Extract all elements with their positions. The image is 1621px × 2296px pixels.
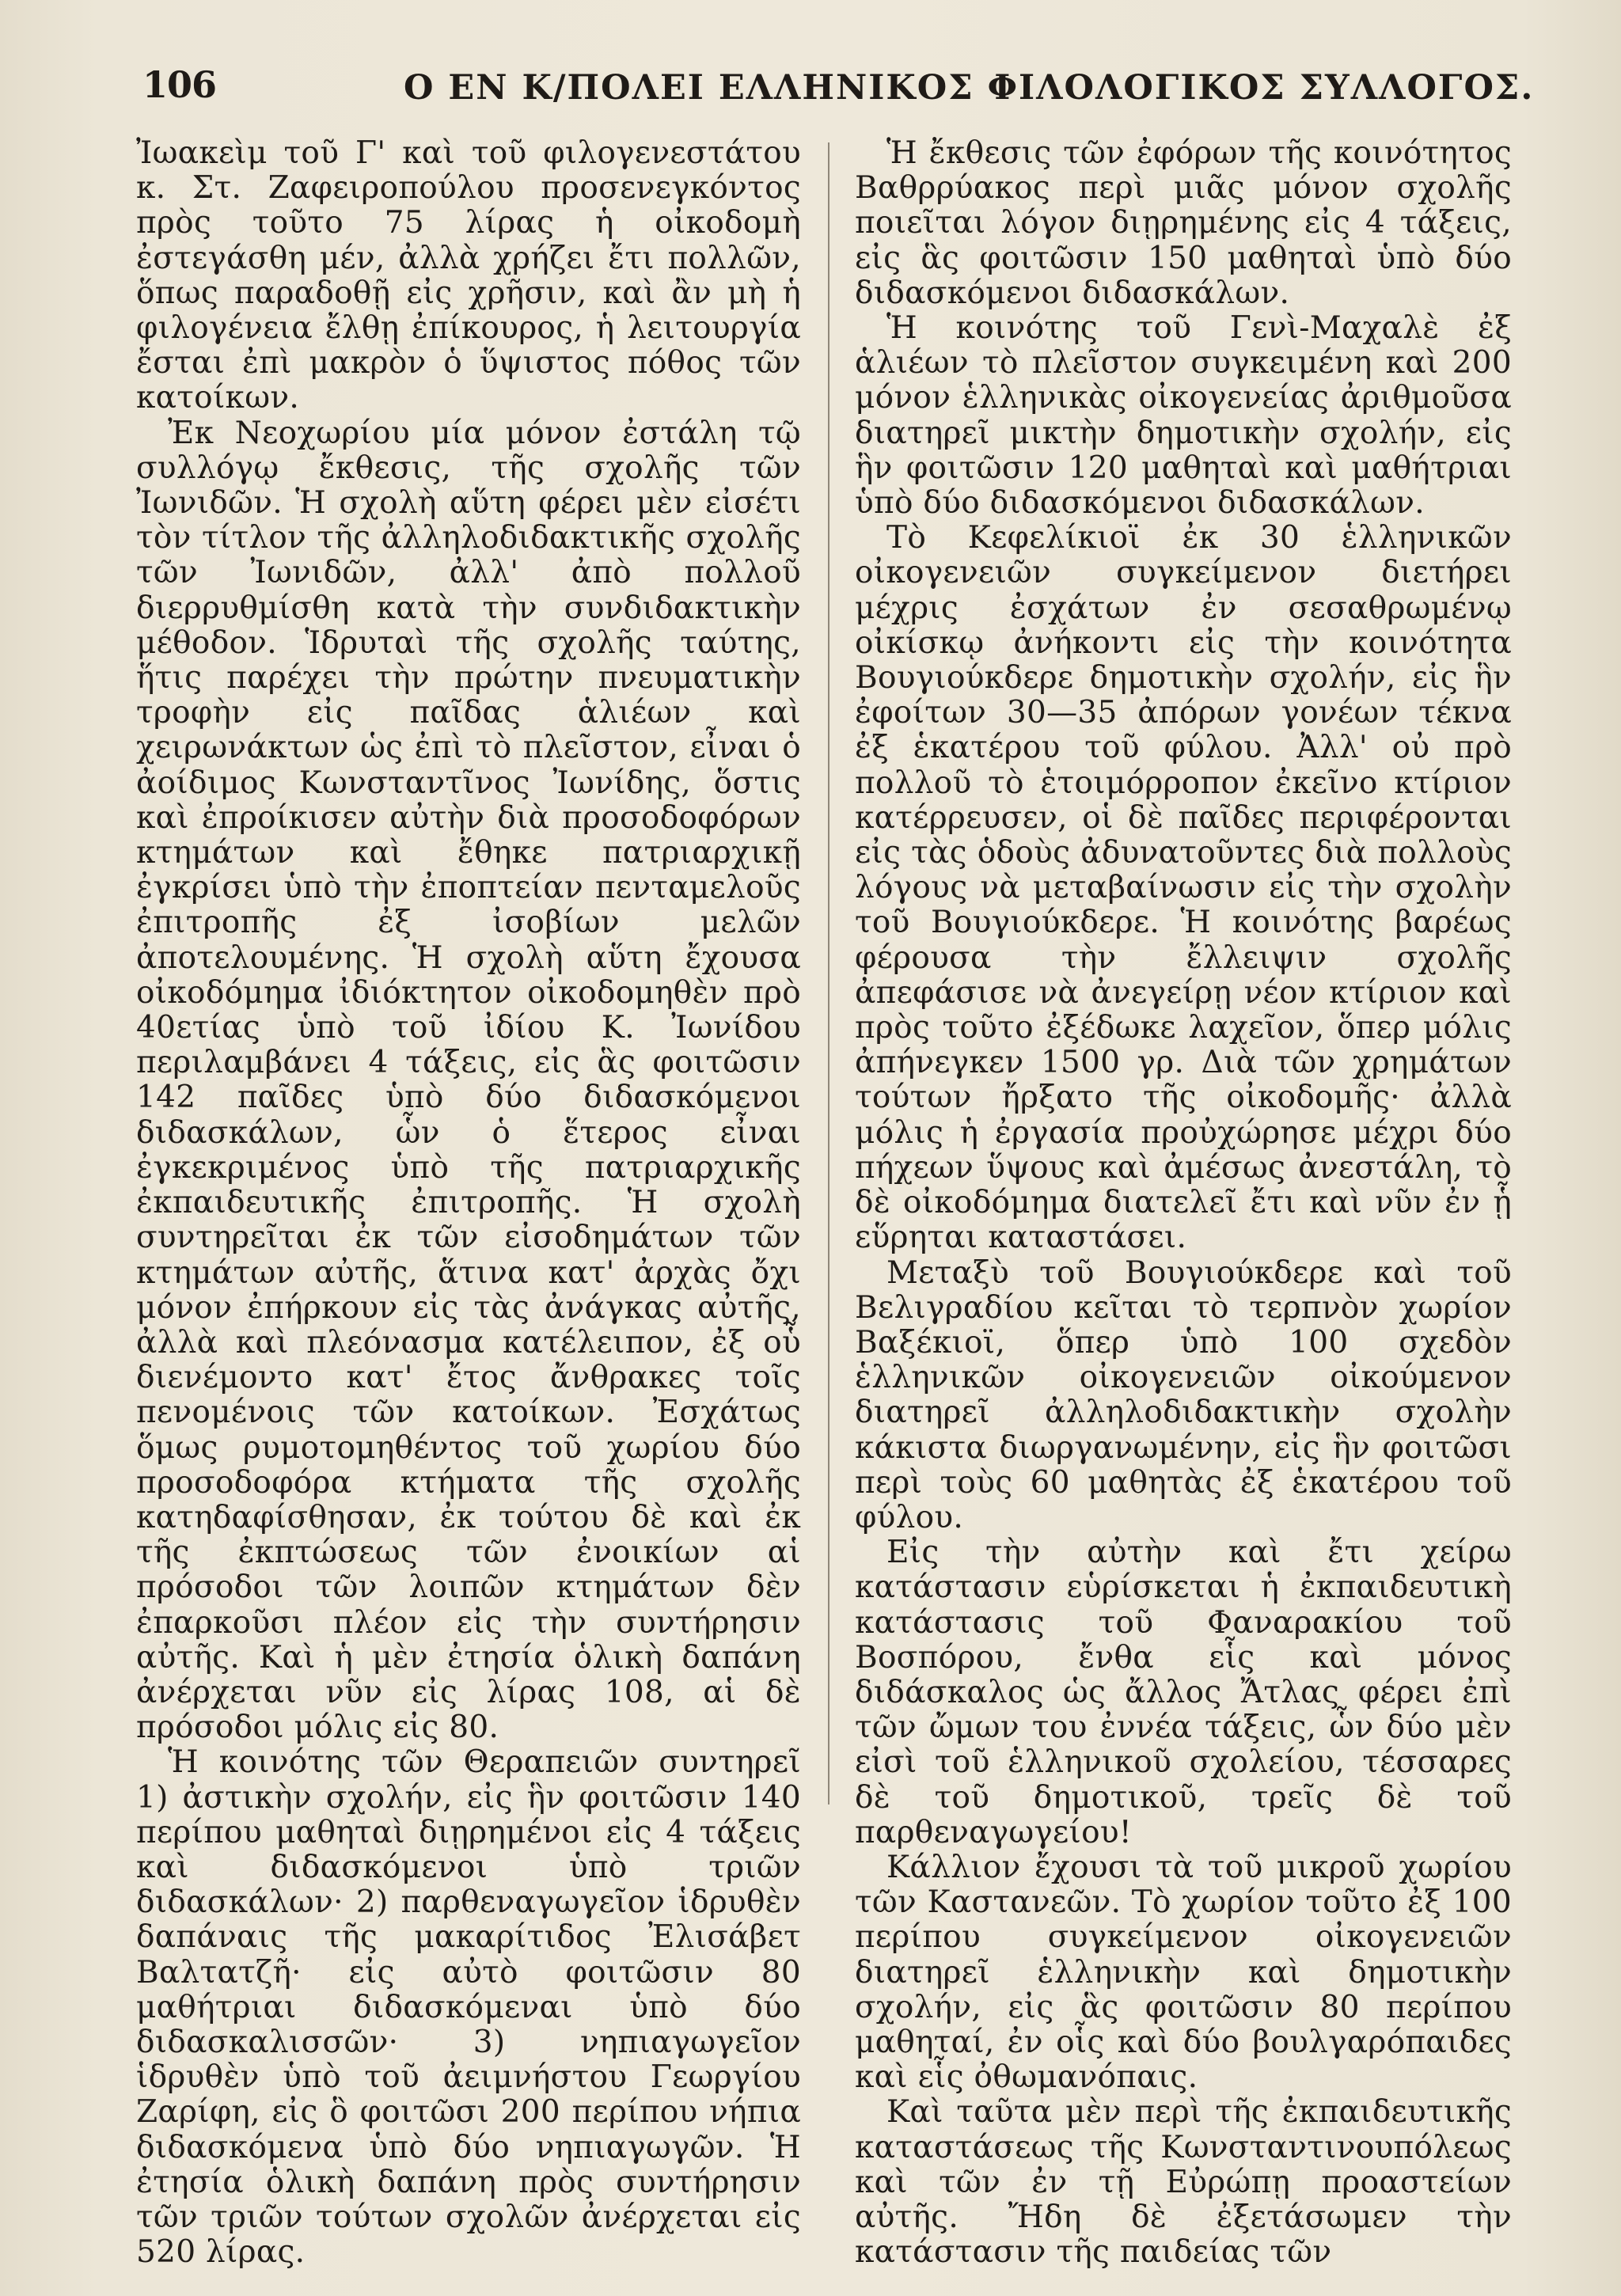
paragraph: Ἐκ Νεοχωρίου μία μόνον ἐστάλη τῷ συλλόγῳ ἔκθεσις, τῆς σχολῆς τῶν Ἰωνιδῶν. Ἡ σχολὴ αὕτη φέρει μὲν εἰσέτι τὸν τίτλον τῆς ἀλληλοδιδακτικῆς σχολῆς τῶν Ἰωνιδῶν, ἀλλ' ἀπὸ πολλοῦ διερρυθμίσθη κατὰ τὴν συνδιδακτικὴν μέθοδον. Ἱδρυταὶ τῆς σχολῆς ταύτης, ἥτις παρέχει τὴν πρώτην πνευματικὴν τροφὴν εἰς παῖδας ἁλιέων καὶ χειρωνάκτων ὡς ἐπὶ τὸ πλεῖστον, εἶναι ὁ ἀοίδιμος Κωνσταντῖνος Ἰωνίδης, ὅστις καὶ ἐπροίκισεν αὐτὴν διὰ προσοδοφόρων κτημάτων καὶ ἔθηκε πατριαρχικῇ ἐγκρίσει ὑπὸ τὴν ἐποπτείαν πενταμελοῦς ἐπιτροπῆς ἐξ ἰσοβίων μελῶν ἀποτελουμένης. Ἡ σχολὴ αὕτη ἔχουσα οἰκοδόμημα ἰδιόκτητον οἰκοδομηθὲν πρὸ 40ετίας ὑπὸ τοῦ ἰδίου Κ. Ἰωνίδου περιλαμβάνει 4 τάξεις, εἰς ἃς φοιτῶσιν 142 παῖδες ὑπὸ δύο διδασκόμενοι διδασκάλων, ὧν ὁ ἕτερος εἶναι ἐγκεκριμένος ὑπὸ τῆς πατριαρχικῆς ἐκπαιδευτικῆς ἐπιτροπῆς. Ἡ σχολὴ συντηρεῖται ἐκ τῶν εἰσοδημάτων τῶν κτημάτων αὐτῆς, ἅτινα κατ' ἀρχὰς ὄχι μόνον ἐπήρκουν εἰς τὰς ἀνάγκας αὐτῆς, ἀλλὰ καὶ πλεόνασμα κατέλειπον, ἐξ οὗ διενέμοντο κατ' ἔτος ἄνθρακες τοῖς πενομένοις τῶν κατοίκων. Ἐσχάτως ὅμως ρυμοτομηθέντος τοῦ χωρίου δύο προσοδοφόρα κτήματα τῆς σχολῆς κατηδαφίσθησαν, ἐκ τούτου δὲ καὶ ἐκ τῆς ἐκπτώσεως τῶν ἐνοικίων αἱ πρόσοδοι τῶν λοιπῶν κτημάτων δὲν ἐπαρκοῦσι πλέον εἰς τὴν συντήρησιν αὐτῆς. Καὶ ἡ μὲν ἐτησία ὁλικὴ δαπάνη ἀνέρχεται νῦν εἰς λίρας 108, αἱ δὲ πρόσοδοι μόλις εἰς 80. (136, 415, 801, 1746)
paragraph: Καὶ ταῦτα μὲν περὶ τῆς ἐκπαιδευτικῆς καταστάσεως τῆς Κωνσταντινουπόλεως καὶ τῶν ἐν τῇ Εὐρώπῃ προαστείων αὐτῆς. Ἤδη δὲ ἐξετάσωμεν τὴν κατάστασιν τῆς παιδείας τῶν (855, 2094, 1512, 2271)
column-divider (828, 142, 829, 1805)
page-number: 106 (142, 63, 217, 106)
running-title: Ο ΕΝ Κ/ΠΟΛΕΙ ΕΛΛΗΝΙΚΟΣ ΦΙΛΟΛΟΓΙΚΟΣ ΣΥΛΛΟΓΟΣ. (404, 68, 1535, 108)
paragraph: Κάλλιον ἔχουσι τὰ τοῦ μικροῦ χωρίου τῶν Καστανεῶν. Τὸ χωρίον τοῦτο ἐξ 100 περίπου συγκείμενον οἰκογενειῶν διατηρεῖ ἑλληνικὴν καὶ δημοτικὴν σχολήν, εἰς ἃς φοιτῶσιν 80 περίπου μαθηταί, ἐν οἷς καὶ δύο βουλγαρόπαιδες καὶ εἷς ὀθωμανόπαις. (855, 1849, 1512, 2096)
page-header (142, 57, 1567, 120)
paragraph: Ἰωακεὶμ τοῦ Γ' καὶ τοῦ φιλογενεστάτου κ. Στ. Ζαφειροπούλου προσενεγκόντος πρὸς τοῦτο 75 λίρας ἡ οἰκοδομὴ ἐστεγάσθη μέν, ἀλλὰ χρήζει ἔτι πολλῶν, ὅπως παραδοθῇ εἰς χρῆσιν, καὶ ἂν μὴ ἡ φιλογένεια ἔλθῃ ἐπίκουρος, ἡ λειτουργία ἔσται ἐπὶ μακρὸν ὁ ὕψιστος πόθος τῶν κατοίκων. (136, 135, 801, 416)
left-column (136, 136, 801, 2270)
paragraph: Ἡ κοινότης τοῦ Γενὶ-Μαχαλὲ ἐξ ἁλιέων τὸ πλεῖστον συγκειμένη καὶ 200 μόνον ἑλληνικὰς οἰκογενείας ἀριθμοῦσα διατηρεῖ μικτὴν δημοτικὴν σχολήν, εἰς ἣν φοιτῶσιν 120 μαθηταὶ καὶ μαθήτριαι ὑπὸ δύο διδασκόμενοι διδασκάλων. (855, 310, 1512, 522)
paragraph: Μεταξὺ τοῦ Βουγιούκδερε καὶ τοῦ Βελιγραδίου κεῖται τὸ τερπνὸν χωρίον Βαξέκιοϊ, ὅπερ ὑπὸ 100 σχεδὸν ἑλληνικῶν οἰκογενειῶν οἰκούμενον διατηρεῖ ἀλληλοδιδακτικὴν σχολὴν κάκιστα διωργανωμένην, εἰς ἣν φοιτῶσι περὶ τοὺς 60 μαθητὰς ἐξ ἑκατέρου τοῦ φύλου. (855, 1254, 1512, 1535)
paragraph: Ἡ κοινότης τῶν Θεραπειῶν συντηρεῖ 1) ἀστικὴν σχολήν, εἰς ἣν φοιτῶσιν 140 περίπου μαθηταὶ διῃρημένοι εἰς 4 τάξεις καὶ διδασκόμενοι ὑπὸ τριῶν διδασκάλων· 2) παρθεναγωγεῖον ἱδρυθὲν δαπάναις τῆς μακαρίτιδος Ἐλισάβετ Βαλτατζῆ· εἰς αὐτὸ φοιτῶσιν 80 μαθήτριαι διδασκόμεναι ὑπὸ δύο διδασκαλισσῶν· 3) νηπιαγωγεῖον ἱδρυθὲν ὑπὸ τοῦ ἀειμνήστου Γεωργίου Ζαρίφη, εἰς ὃ φοιτῶσι 200 περίπου νήπια διδασκόμενα ὑπὸ δύο νηπιαγωγῶν. Ἡ ἐτησία ὁλικὴ δαπάνη πρὸς συντήρησιν τῶν τριῶν τούτων σχολῶν ἀνέρχεται εἰς 520 λίρας. (136, 1744, 801, 2271)
right-column (855, 136, 1512, 2270)
paragraph: Εἰς τὴν αὐτὴν καὶ ἔτι χείρω κατάστασιν εὑρίσκεται ἡ ἐκπαιδευτικὴ κατάστασις τοῦ Φαναρακίου τοῦ Βοσπόρου, ἔνθα εἷς καὶ μόνος διδάσκαλος ὡς ἄλλος Ἄτλας φέρει ἐπὶ τῶν ὤμων του ἐννέα τάξεις, ὧν δύο μὲν εἰσὶ τοῦ ἑλληνικοῦ σχολείου, τέσσαρες δὲ τοῦ δημοτικοῦ, τρεῖς δὲ τοῦ παρθεναγωγείου! (855, 1535, 1512, 1850)
paragraph: Ἡ ἔκθεσις τῶν ἐφόρων τῆς κοινότητος Βαθρρύακος περὶ μιᾶς μόνον σχολῆς ποιεῖται λόγον διῃρημένης εἰς 4 τάξεις, εἰς ἃς φοιτῶσιν 150 μαθηταὶ ὑπὸ δύο διδασκόμενοι διδασκάλων. (855, 135, 1512, 311)
paragraph: Τὸ Κεφελίκιοϊ ἐκ 30 ἑλληνικῶν οἰκογενειῶν συγκείμενον διετήρει μέχρις ἐσχάτων ἐν σεσαθρωμένῳ οἰκίσκῳ ἀνήκοντι εἰς τὴν κοινότητα Βουγιούκδερε δημοτικὴν σχολήν, εἰς ἣν ἐφοίτων 30—35 ἀπόρων γονέων τέκνα ἐξ ἑκατέρου τοῦ φύλου. Ἀλλ' οὐ πρὸ πολλοῦ τὸ ἑτοιμόρροπον ἐκεῖνο κτίριον κατέρρευσεν, οἱ δὲ παῖδες περιφέρονται εἰς τὰς ὁδοὺς ἀδυνατοῦντες διὰ πολλοὺς λόγους νὰ μεταβαίνωσιν εἰς τὴν σχολὴν τοῦ Βουγιούκδερε. Ἡ κοινότης βαρέως φέρουσα τὴν ἔλλειψιν σχολῆς ἀπεφάσισε νὰ ἀνεγείρῃ νέον κτίριον καὶ πρὸς τοῦτο ἐξέδωκε λαχεῖον, ὅπερ μόλις ἀπήνεγκεν 1500 γρ. Διὰ τῶν χρημάτων τούτων ἤρξατο τῆς οἰκοδομῆς· ἀλλὰ μόλις ἡ ἐργασία προὐχώρησε μέχρι δύο πήχεων ὕψους καὶ ἀμέσως ἀνεστάλη, τὸ δὲ οἰκοδόμημα διατελεῖ ἔτι καὶ νῦν ἐν ᾗ εὕρηται καταστάσει. (855, 520, 1512, 1256)
